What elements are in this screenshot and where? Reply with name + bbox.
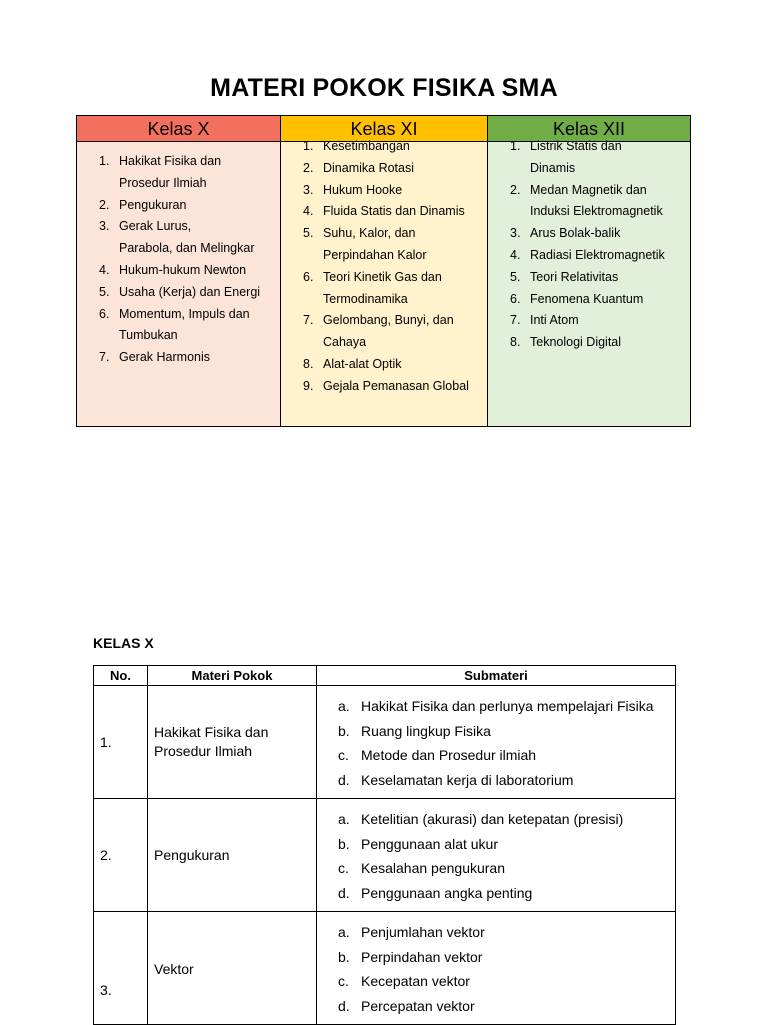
list-number: 9.: [303, 378, 314, 393]
list-text: Parabola, dan Melingkar: [119, 241, 255, 256]
list-text: Inti Atom: [530, 313, 579, 328]
submateri-list: [317, 807, 675, 905]
submateri-item: [317, 743, 675, 768]
submateri-text: Percepatan vektor: [361, 997, 475, 1014]
kelas-x-detail-table: [93, 665, 676, 1025]
list-number: 8.: [510, 335, 521, 350]
table-header-row: [94, 666, 676, 686]
list-item: [281, 376, 487, 398]
submateri-text: Penggunaan angka penting: [361, 884, 533, 901]
list-item: [281, 354, 487, 376]
list-number: 4.: [99, 262, 110, 277]
list-item: [488, 223, 690, 245]
list-item: [281, 245, 487, 267]
submateri-text: Hakikat Fisika dan perlunya mempelajari Fisika: [361, 698, 654, 714]
row-number: 2.: [94, 799, 148, 912]
list-number: 6.: [303, 269, 314, 284]
row-materi-pokok: Pengukuran: [148, 799, 317, 912]
list-item: [281, 289, 487, 311]
kelas-xi-list: [281, 136, 487, 398]
list-number: 2.: [510, 182, 521, 197]
submateri-item: [317, 807, 675, 832]
list-text: Hakikat Fisika dan: [119, 154, 222, 168]
list-text: Gerak Harmonis: [119, 350, 210, 365]
submateri-text: Metode dan Prosedur ilmiah: [361, 747, 537, 763]
list-text: Teknologi Digital: [530, 335, 622, 350]
kelas-xii-list: [488, 136, 690, 354]
list-item: [488, 158, 690, 180]
kelas-x-section-title: KELAS X: [93, 635, 154, 651]
list-text: Teori Relativitas: [530, 269, 619, 284]
list-item: [488, 136, 690, 158]
header-materi-pokok: Materi Pokok: [148, 666, 317, 686]
list-item: [281, 201, 487, 223]
list-item: [77, 260, 280, 282]
submateri-text: Ketelitian (akurasi) dan ketepatan (presisi): [361, 811, 624, 827]
list-text: Gelombang, Bunyi, dan: [323, 313, 454, 328]
detail-table-body: [94, 686, 676, 1025]
kelas-xii-heading: Kelas XII: [488, 116, 690, 142]
submateri-item: [317, 969, 675, 994]
list-item: [488, 180, 690, 202]
list-text: Arus Bolak-balik: [530, 226, 621, 241]
list-text: Suhu, Kalor, dan: [323, 226, 416, 241]
submateri-text: Kecepatan vektor: [361, 973, 470, 989]
submateri-letter: a.: [338, 924, 350, 940]
list-item: [281, 223, 487, 245]
submateri-letter: d.: [338, 771, 350, 788]
list-item: [488, 267, 690, 289]
list-item: [77, 282, 280, 304]
list-text: Hukum-hukum Newton: [119, 262, 247, 277]
list-item: [77, 151, 280, 173]
submateri-letter: a.: [338, 811, 350, 827]
submateri-item: [317, 832, 675, 857]
submateri-item: [317, 920, 675, 945]
submateri-item: [317, 994, 675, 1019]
submateri-text: Ruang lingkup Fisika: [361, 722, 491, 739]
list-item: [281, 158, 487, 180]
submateri-text: Perpindahan vektor: [361, 948, 483, 965]
list-item: [488, 289, 690, 311]
list-text: Dinamis: [530, 160, 576, 175]
submateri-text: Penggunaan alat ukur: [361, 835, 498, 852]
list-number: 7.: [510, 313, 521, 328]
kelas-x-column: [77, 116, 280, 426]
list-number: 7.: [303, 313, 314, 328]
list-item: [281, 310, 487, 332]
list-number: 3.: [99, 219, 110, 234]
table-row: [94, 799, 676, 912]
list-text: Fluida Statis dan Dinamis: [323, 204, 465, 219]
list-number: 3.: [510, 226, 521, 241]
row-materi-pokok: Vektor: [148, 912, 317, 1025]
list-text: Termodinamika: [323, 291, 408, 306]
row-number: 1.: [94, 686, 148, 799]
list-text: Fenomena Kuantum: [530, 291, 644, 306]
submateri-letter: d.: [338, 997, 350, 1014]
list-text: Radiasi Elektromagnetik: [530, 247, 665, 262]
list-text: Listrik Statis dan: [530, 139, 622, 153]
kelas-xi-heading: Kelas XI: [281, 116, 487, 142]
kelas-x-heading: Kelas X: [77, 116, 280, 142]
submateri-item: [317, 881, 675, 906]
kelas-x-list: [77, 142, 280, 369]
list-item: [281, 136, 487, 158]
list-number: 2.: [99, 197, 110, 212]
submateri-letter: b.: [338, 722, 350, 739]
list-text: Medan Magnetik dan: [530, 182, 647, 197]
submateri-item: [317, 945, 675, 970]
list-number: 5.: [510, 269, 521, 284]
list-item: [281, 332, 487, 354]
list-item: [488, 332, 690, 354]
list-item: [281, 180, 487, 202]
submateri-list: [317, 694, 675, 792]
submateri-list: [317, 920, 675, 1018]
submateri-letter: a.: [338, 698, 350, 714]
table-row: [94, 912, 676, 1025]
list-number: 1.: [303, 139, 314, 153]
row-number: 3.: [94, 912, 148, 1025]
list-item: [77, 325, 280, 347]
row-submateri: [317, 686, 676, 799]
submateri-item: [317, 719, 675, 744]
submateri-letter: c.: [338, 973, 349, 989]
submateri-text: Kesalahan pengukuran: [361, 860, 506, 876]
list-text: Perpindahan Kalor: [323, 247, 427, 262]
submateri-letter: c.: [338, 747, 349, 763]
list-number: 7.: [99, 350, 110, 365]
list-item: [488, 245, 690, 267]
list-number: 4.: [303, 204, 314, 219]
kelas-xii-column: [487, 116, 690, 426]
list-text: Momentum, Impuls dan: [119, 306, 250, 321]
list-number: 1.: [99, 154, 110, 168]
table-row: [94, 686, 676, 799]
list-item: [77, 347, 280, 369]
list-number: 5.: [99, 284, 110, 299]
list-number: 6.: [99, 306, 110, 321]
list-number: 2.: [303, 160, 314, 175]
list-item: [77, 304, 280, 326]
list-text: Dinamika Rotasi: [323, 160, 415, 175]
list-text: Alat-alat Optik: [323, 356, 402, 371]
list-text: Usaha (Kerja) dan Energi: [119, 284, 261, 299]
submateri-letter: c.: [338, 860, 349, 876]
list-number: 5.: [303, 226, 314, 241]
list-text: Teori Kinetik Gas dan: [323, 269, 442, 284]
list-item: [281, 267, 487, 289]
submateri-text: Penjumlahan vektor: [361, 924, 485, 940]
header-submateri: Submateri: [317, 666, 676, 686]
list-number: 6.: [510, 291, 521, 306]
list-text: Tumbukan: [119, 328, 178, 343]
summary-table: [76, 115, 691, 427]
submateri-item: [317, 694, 675, 719]
kelas-xi-column: [280, 116, 487, 426]
list-text: Hukum Hooke: [323, 182, 403, 197]
row-submateri: [317, 799, 676, 912]
submateri-letter: d.: [338, 884, 350, 901]
list-text: Cahaya: [323, 335, 367, 350]
list-text: Gejala Pemanasan Global: [323, 378, 469, 393]
submateri-text: Keselamatan kerja di laboratorium: [361, 771, 574, 788]
list-text: Kesetimbangan: [323, 139, 410, 153]
page-title: MATERI POKOK FISIKA SMA: [210, 74, 558, 102]
list-number: 1.: [510, 139, 521, 153]
list-number: 8.: [303, 356, 314, 371]
submateri-letter: b.: [338, 948, 350, 965]
list-item: [77, 238, 280, 260]
header-no: No.: [94, 666, 148, 686]
list-item: [77, 173, 280, 195]
list-item: [488, 201, 690, 223]
list-text: Pengukuran: [119, 197, 187, 212]
submateri-letter: b.: [338, 835, 350, 852]
row-submateri: [317, 912, 676, 1025]
list-item: [77, 216, 280, 238]
submateri-item: [317, 856, 675, 881]
list-item: [77, 195, 280, 217]
list-number: 4.: [510, 247, 521, 262]
list-number: 3.: [303, 182, 314, 197]
list-item: [488, 310, 690, 332]
list-text: Induksi Elektromagnetik: [530, 204, 663, 219]
row-materi-pokok: Hakikat Fisika dan Prosedur Ilmiah: [148, 686, 317, 799]
submateri-item: [317, 768, 675, 793]
list-text: Gerak Lurus,: [119, 219, 192, 234]
list-text: Prosedur Ilmiah: [119, 175, 207, 190]
